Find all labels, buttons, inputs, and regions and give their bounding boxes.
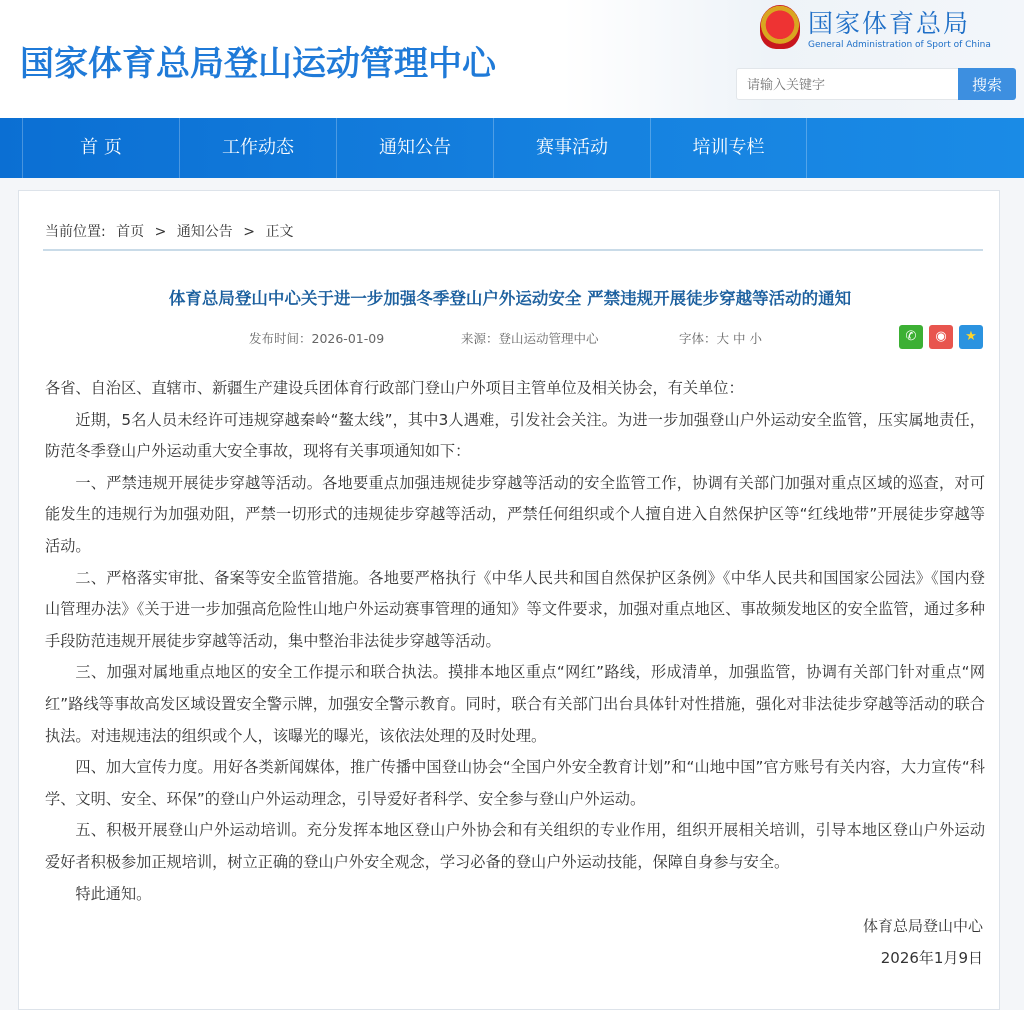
publish-date: 发布时间：2026-01-09 (249, 331, 385, 346)
site-title[interactable]: 国家体育总局登山运动管理中心 (20, 44, 496, 84)
paragraph: 一、严禁违规开展徒步穿越等活动。各地要重点加强违规徒步穿越等活动的安全监管工作，协调有关部门加强对重点区域的巡查，对可能发生的违规行为加强劝阻，严禁一切形式的违规徒步穿越等活动，严禁任何组织或个人擅自进入自然保护区等“红线地带”开展徒步穿越等活动。 (45, 473, 985, 555)
paragraph: 三、加强对属地重点地区的安全工作提示和联合执法。摸排本地区重点“网红”路线，形成清单，加强监管，协调有关部门针对重点“网红”路线等事故高发区域设置安全警示牌，加强安全警示教育。同时，联合有关部门出台具体针对性措施，强化对非法徒步穿越等活动的联合执法。对违规违法的组织或个人，该曝光的曝光，该依法处理的及时处理。 (45, 663, 985, 745)
signature: 体育总局登山中心 (862, 917, 983, 936)
nav-training[interactable]: 培训专栏 (650, 118, 807, 178)
paragraph: 四、加大宣传力度。用好各类新闻媒体，推广传播中国登山协会“全国户外安全教育计划”和“山地中国”官方账号有关内容，大力宣传“科学、文明、安全、环保”的登山户外运动理念，引导爱好者科学、安全参与登山户外运动。 (45, 758, 985, 808)
breadcrumb (45, 221, 299, 241)
breadcrumb-current: 正文 (265, 224, 294, 240)
search-input[interactable] (736, 68, 958, 100)
breadcrumb-home[interactable]: 首页 (116, 224, 145, 240)
signature-date: 2026年1月9日 (880, 949, 983, 968)
wechat-icon[interactable]: ✆ (899, 325, 923, 349)
nav-events[interactable]: 赛事活动 (493, 118, 650, 178)
logo-cn: 国家体育总局 (808, 9, 971, 38)
search-button[interactable]: 搜索 (958, 68, 1016, 100)
gov-logo[interactable] (760, 4, 991, 50)
paragraph: 五、积极开展登山户外运动培训。充分发挥本地区登山户外协会和有关组织的专业作用，组织开展相关培训，引导本地区登山户外运动爱好者积极参加正规培训，树立正确的登山户外安全观念，学习必备的登山户外运动技能，保障自身参与安全。 (45, 821, 985, 871)
qzone-icon[interactable]: ★ (959, 325, 983, 349)
article-container (18, 190, 1000, 1010)
nav-work-news[interactable]: 工作动态 (179, 118, 336, 178)
article-body (45, 373, 985, 974)
paragraph: 特此通知。 (75, 884, 152, 903)
breadcrumb-separator: > (154, 224, 167, 240)
divider (43, 249, 983, 251)
main-nav (0, 118, 1024, 178)
nav-home[interactable]: 首 页 (22, 118, 179, 178)
paragraph: 二、严格落实审批、备案等安全监管措施。各地要严格执行《中华人民共和国自然保护区条例》《中华人民共和国国家公园法》《国内登山管理办法》《关于进一步加强高危险性山地户外运动赛事管理的通知》等文件要求，加强对重点地区、事故频发地区的安全监管，通过多种手段防范违规开展徒步穿越等活动，集中整治非法徒步穿越等活动。 (45, 568, 985, 650)
breadcrumb-separator: > (243, 224, 255, 240)
paragraph: 近期，5名人员未经许可违规穿越秦岭“鳌太线”，其中3人遇难，引发社会关注。为进一步加强登山户外运动安全监管，压实属地责任，防范冬季登山户外运动重大安全事故，现将有关事项通知如下： (45, 410, 985, 461)
breadcrumb-label: 当前位置: (45, 224, 106, 240)
logo-en: General Administration of Sport of China (808, 40, 991, 50)
article-source: 来源：登山运动管理中心 (461, 331, 599, 346)
weibo-icon[interactable]: ◉ (929, 325, 953, 349)
search-bar (736, 68, 1016, 100)
site-header (0, 0, 1024, 118)
salutation: 各省、自治区、直辖市、新疆生产建设兵团体育行政部门登山户外项目主管单位及相关协会，有关单位： (45, 379, 744, 397)
nav-notices[interactable]: 通知公告 (336, 118, 493, 178)
national-emblem-icon (760, 5, 800, 49)
font-size-control[interactable]: 字体：大 中 小 (679, 331, 762, 346)
breadcrumb-notices[interactable]: 通知公告 (176, 224, 233, 240)
article-title: 体育总局登山中心关于进一步加强冬季登山户外运动安全 严禁违规开展徒步穿越等活动的通知 (168, 289, 852, 308)
